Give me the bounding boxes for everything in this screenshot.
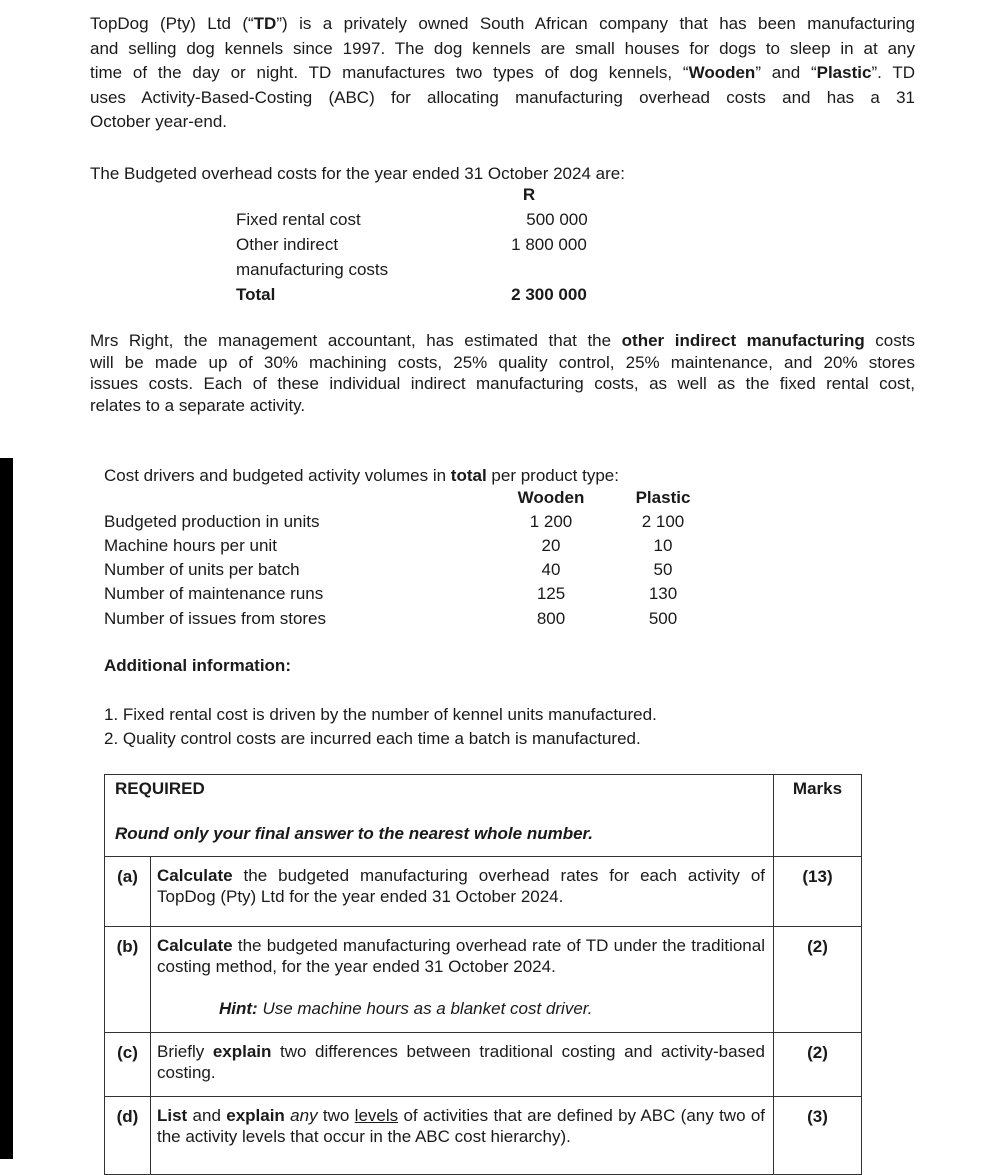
driver-plastic: 10 [653, 536, 673, 555]
question-text: Calculate the budgeted manufacturing overhead rate of TD under the traditional costing method, for the year ended 31 October 2024. Hint: Use machine hours as a blanket cost driver. [151, 927, 774, 1033]
question-row [105, 1033, 862, 1097]
budget-row-label: Fixed rental cost [236, 210, 361, 229]
question-text: Briefly explain two differences between traditional costing and activity-based costing. [151, 1033, 774, 1097]
activity-paragraph [90, 330, 915, 416]
driver-label: Number of issues from stores [104, 609, 327, 628]
additional-item: 2. Quality control costs are incurred each time a batch is manufactured. [104, 729, 641, 748]
required-table [104, 774, 862, 1175]
activity-line: Mrs Right, the management accountant, has estimated that the other indirect manufacturing costs [90, 331, 915, 350]
marks-header-cell [774, 775, 862, 857]
activity-line: will be made up of 30% machining costs, 25% quality control, 25% maintenance, and 20% stores [90, 352, 915, 372]
question-row [105, 857, 862, 927]
required-instruction: Round only your final answer to the nearest whole number. [115, 823, 593, 843]
additional-item: 1. Fixed rental cost is driven by the number of kennel units manufactured. [104, 705, 657, 724]
hint: Hint: Use machine hours as a blanket cost driver. [219, 999, 593, 1018]
driver-wooden: 125 [536, 584, 566, 603]
driver-plastic: 130 [648, 584, 678, 603]
driver-wooden: 800 [536, 609, 566, 628]
budget-total-value: 2 300 000 [511, 285, 587, 304]
budget-row-value: 500 000 [526, 210, 588, 229]
driver-wooden: 40 [541, 560, 561, 579]
question-letter: (a) [105, 857, 151, 927]
currency-header: R [522, 185, 536, 204]
driver-plastic: 500 [648, 609, 678, 628]
intro-line: uses Activity-Based-Costing (ABC) for allocating manufacturing overhead costs and has a 31 [90, 87, 915, 107]
question-letter: (c) [105, 1033, 151, 1097]
intro-paragraph [90, 12, 915, 135]
marks-heading: Marks [792, 779, 843, 798]
question-text: Calculate the budgeted manufacturing overhead rates for each activity of TopDog (Pty) Ltd for the year ended 31 October 2024. [151, 857, 774, 927]
driver-label: Budgeted production in units [104, 512, 320, 531]
question-marks: (13) [774, 857, 862, 927]
driver-label: Number of maintenance runs [104, 584, 324, 603]
driver-wooden: 1 200 [529, 512, 573, 531]
budget-total-label: Total [236, 285, 276, 304]
question-letter: (d) [105, 1097, 151, 1175]
intro-line: October year-end. [90, 112, 228, 131]
budget-heading: The Budgeted overhead costs for the year ended 31 October 2024 are: [90, 164, 625, 183]
question-letter: (b) [105, 927, 151, 1033]
additional-heading: Additional information: [104, 656, 291, 675]
question-row [105, 1097, 862, 1175]
question-marks: (2) [774, 927, 862, 1033]
budget-row-label: manufacturing costs [236, 260, 389, 279]
question-marks: (2) [774, 1033, 862, 1097]
intro-line: and selling dog kennels since 1997. The dog kennels are small houses for dogs to sleep in at any [90, 38, 915, 58]
activity-line: relates to a separate activity. [90, 395, 306, 415]
driver-plastic: 50 [653, 560, 673, 579]
left-edge-bar [0, 458, 13, 1159]
budget-row-label: Other indirect [236, 235, 339, 254]
required-heading: REQUIRED [115, 779, 205, 798]
driver-label: Machine hours per unit [104, 536, 277, 555]
question-text: List and explain any two levels of activities that are defined by ABC (any two of the activity levels that occur in the ABC cost hierarchy). [151, 1097, 774, 1175]
activity-line: issues costs. Each of these individual indirect manufacturing costs, as well as the fixed rental cost, [90, 374, 915, 393]
required-header-cell [105, 775, 774, 857]
col-wooden-header: Wooden [517, 488, 585, 507]
intro-line: time of the day or night. TD manufactures two types of dog kennels, “Wooden” and “Plastic”. TD [90, 63, 915, 82]
question-row [105, 927, 862, 1033]
driver-label: Number of units per batch [104, 560, 300, 579]
drivers-heading: Cost drivers and budgeted activity volumes in total per product type: [104, 466, 619, 485]
intro-line: TopDog (Pty) Ltd (“TD”) is a privately owned South African company that has been manufacturing [90, 14, 915, 33]
col-plastic-header: Plastic [635, 488, 691, 507]
budget-row-value: 1 800 000 [511, 235, 587, 254]
driver-plastic: 2 100 [641, 512, 685, 531]
question-marks: (3) [774, 1097, 862, 1175]
driver-wooden: 20 [541, 536, 561, 555]
